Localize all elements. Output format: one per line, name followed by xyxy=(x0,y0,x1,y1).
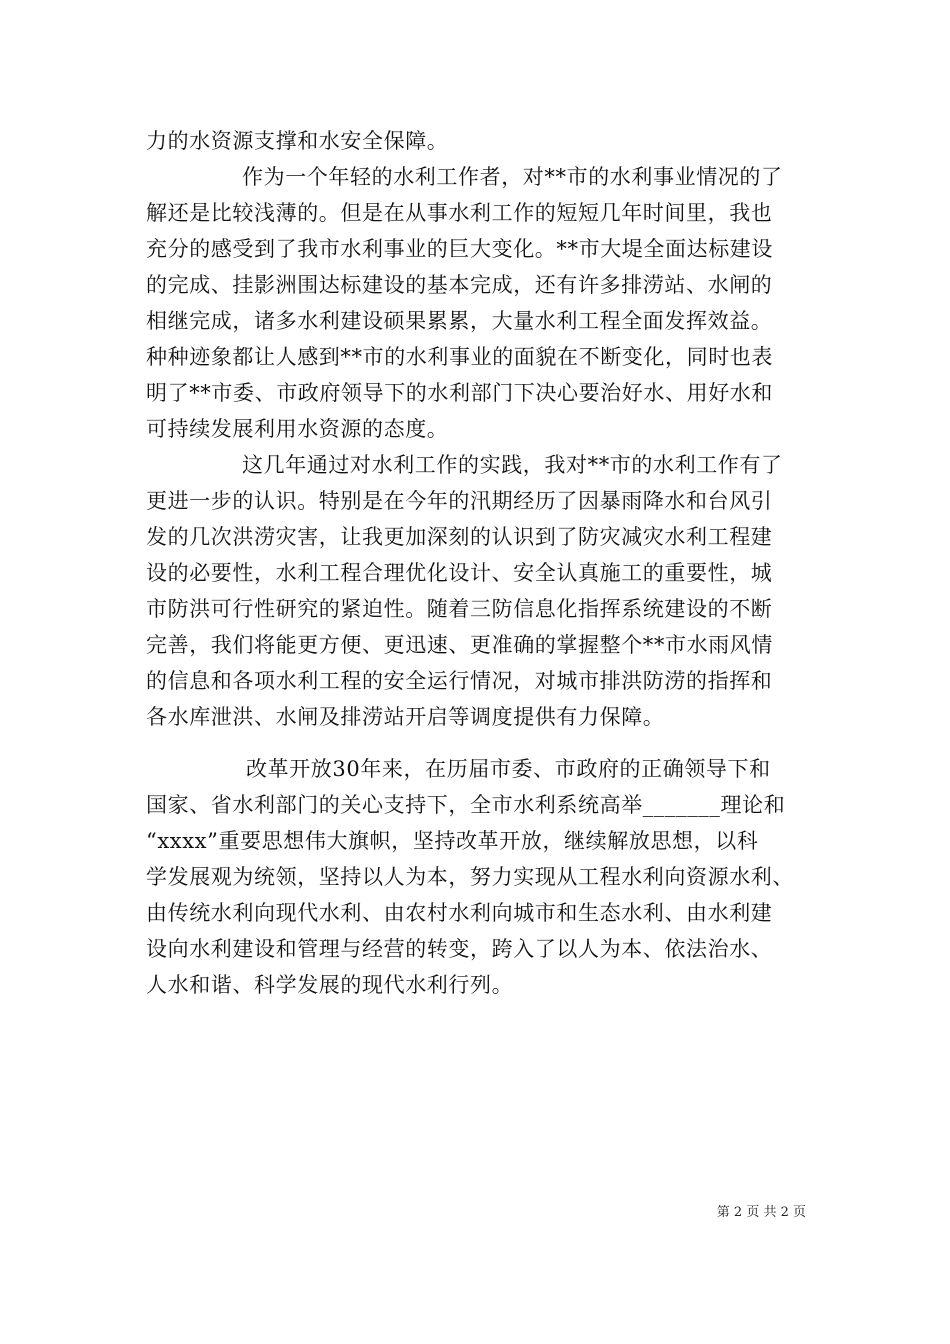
paragraph-first-line: 这几年通过对水利工作的实践，我对**市的水利工作有了 xyxy=(242,453,783,477)
text-line: 种种迹象都让人感到**市的水利事业的面貌在不断变化，同时也表 xyxy=(146,345,773,369)
text-line: 充分的感受到了我市水利事业的巨大变化。**市大堤全面达标建设 xyxy=(146,237,773,261)
text-line: 解还是比较浅薄的。但是在从事水利工作的短短几年时间里，我也 xyxy=(146,201,773,225)
text-line: 国家、省水利部门的关心支持下，全市水利系统高举_______理论和 xyxy=(146,793,786,817)
text-line: 由传统水利向现代水利、由农村水利向城市和生态水利、由水利建 xyxy=(146,901,773,925)
text-line: 市防洪可行性研究的紧迫性。随着三防信息化指挥系统建设的不断 xyxy=(146,597,773,621)
paragraph-first-line: 作为一个年轻的水利工作者，对**市的水利事业情况的了 xyxy=(242,165,783,189)
text-line: 相继完成，诸多水利建设硕果累累，大量水利工程全面发挥效益。 xyxy=(146,309,773,333)
text-line: 更进一步的认识。特别是在今年的汛期经历了因暴雨降水和台风引 xyxy=(146,489,773,513)
text-line: 设向水利建设和管理与经营的转变，跨入了以人为本、依法治水、 xyxy=(146,937,773,961)
text-line: 各水库泄洪、水闸及排涝站开启等调度提供有力保障。 xyxy=(146,705,665,729)
text-line: 的完成、挂影洲围达标建设的基本完成，还有许多排涝站、水闸的 xyxy=(146,273,773,297)
text-line: 发的几次洪涝灾害，让我更加深刻的认识到了防灾减灾水利工程建 xyxy=(146,525,773,549)
text-line: 人水和谐、科学发展的现代水利行列。 xyxy=(146,973,514,997)
text-line: 力的水资源支撑和水安全保障。 xyxy=(146,129,449,153)
text-line: 学发展观为统领，坚持以人为本，努力实现从工程水利向资源水利、 xyxy=(146,865,794,889)
page-number-footer: 第 2 页 共 2 页 xyxy=(716,1205,806,1220)
text-line: 完善，我们将能更方便、更迅速、更准确的掌握整个**市水雨风情 xyxy=(146,633,773,657)
text-line: “xxxx”重要思想伟大旗帜，坚持改革开放，继续解放思想，以科 xyxy=(146,829,759,853)
text-line: 明了**市委、市政府领导下的水利部门下决心要治好水、用好水和 xyxy=(146,381,773,405)
text-line: 设的必要性，水利工程合理优化设计、安全认真施工的重要性，城 xyxy=(146,561,773,585)
text-line: 的信息和各项水利工程的安全运行情况，对城市排洪防涝的指挥和 xyxy=(146,669,773,693)
text-line: 可持续发展利用水资源的态度。 xyxy=(146,417,449,441)
paragraph-first-line: 改革开放30年来，在历届市委、市政府的正确领导下和 xyxy=(246,757,771,781)
